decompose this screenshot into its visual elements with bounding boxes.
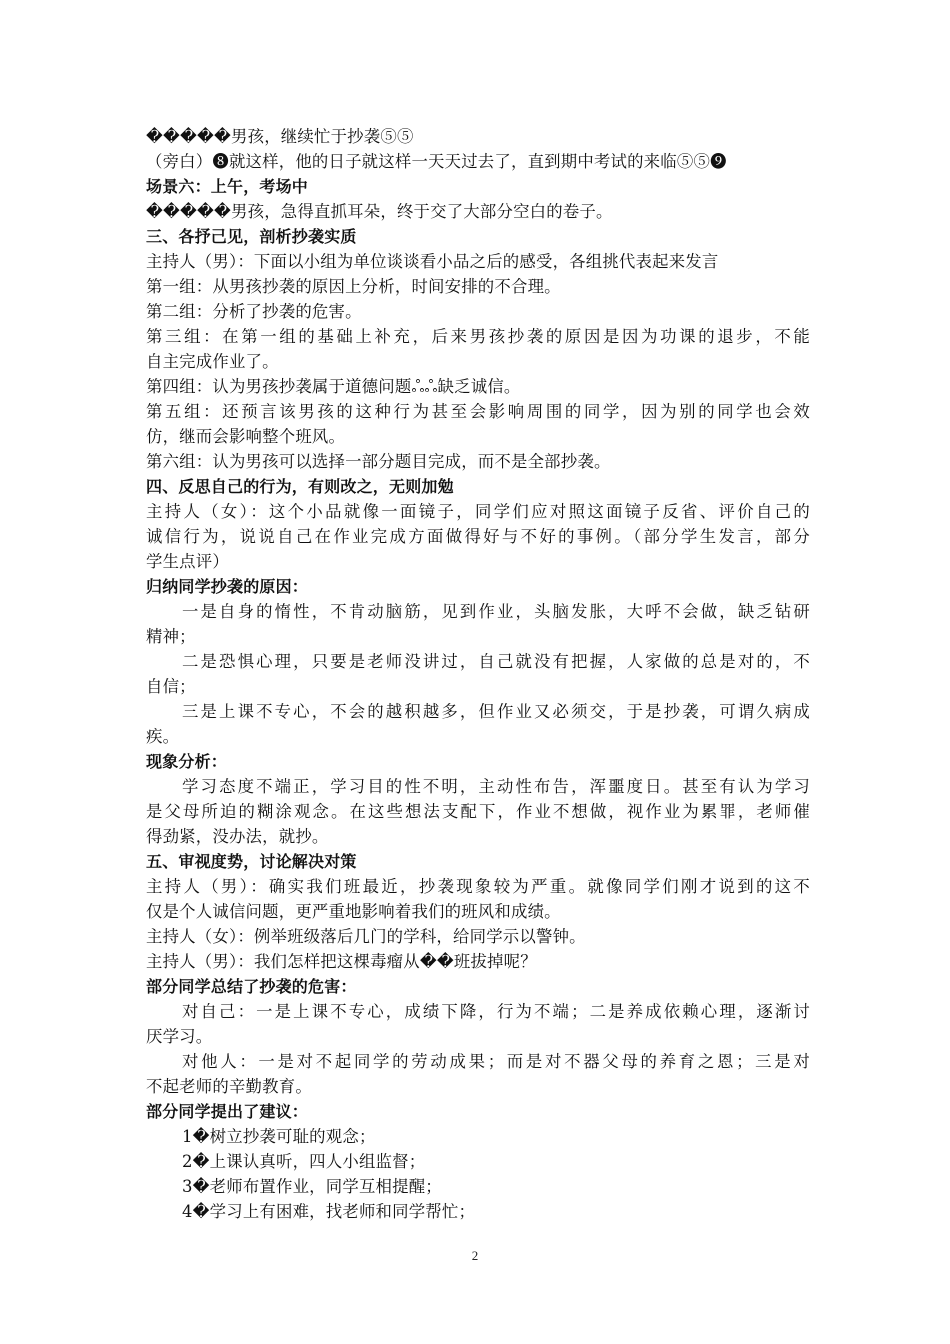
text-line: 主持人（男）：下面以小组为单位谈谈看小品之后的感受，各组挑代表起来发言 — [146, 252, 719, 271]
text-line: 仿，继而会影响整个班风。 — [146, 427, 346, 446]
section-heading: 部分同学提出了建议： — [146, 1102, 309, 1121]
text-line: 自主完成作业了。 — [146, 352, 279, 371]
text-line: 主持人（女）：例举班级落后几门的学科，给同学示以警钟。 — [146, 927, 586, 946]
section-heading: 部分同学总结了抄袭的危害： — [146, 977, 357, 996]
text-line: �����男孩，急得直抓耳朵，终于交了大部分空白的卷子。 — [146, 202, 613, 221]
text-line: 仅是个人诚信问题，更严重地影响着我们的班风和成绩。 — [146, 902, 561, 921]
section-heading: 归纳同学抄袭的原因： — [146, 577, 309, 596]
text-line: （旁白）❽就这样，他的日子就这样一天天过去了，直到期中考试的来临⑤⑤❾ — [146, 152, 727, 171]
text-line: 自信； — [146, 677, 196, 696]
text-line: 2�上课认真听，四人小组监督； — [182, 1152, 426, 1171]
text-line: 3�老师布置作业，同学互相提醒； — [182, 1177, 442, 1196]
text-line: �����男孩，继续忙于抄袭⑤⑤ — [146, 127, 414, 146]
text-line: 三是上课不专心，不会的越积越多，但作业又必须交，于是抄袭，可谓久病成 — [182, 702, 810, 721]
text-line: 厌学习。 — [146, 1027, 213, 1046]
text-line: 第三组：在第一组的基础上补充，后来男孩抄袭的原因是因为功课的退步，不能 — [146, 327, 810, 346]
text-line: 精神； — [146, 627, 196, 646]
text-line: 主持人（男）：确实我们班最近，抄袭现象较为严重。就像同学们刚才说到的这不 — [146, 877, 810, 896]
text-line: 1�树立抄袭可耻的观念； — [182, 1127, 376, 1146]
text-line: 对他人：一是对不起同学的劳动成果；而是对不器父母的养育之恩；三是对 — [182, 1052, 810, 1071]
text-line: 学习态度不端正，学习目的性不明，主动性布告，浑噩度日。甚至有认为学习 — [182, 777, 810, 796]
text-line: 主持人（女）：这个小品就像一面镜子，同学们应对照这面镜子反省、评价自己的 — [146, 502, 810, 521]
text-line: 4�学习上有困难，找老师和同学帮忙； — [182, 1202, 476, 1221]
text-line: 不起老师的辛勤教育。 — [146, 1077, 312, 1096]
text-line: 学生点评） — [146, 552, 229, 571]
text-line: 二是恐惧心理，只要是老师没讲过，自己就没有把握，人家做的总是对的，不 — [182, 652, 810, 671]
section-heading: 四、反思自己的行为，有则改之，无则加勉 — [146, 477, 454, 496]
text-line: 对自己：一是上课不专心，成绩下降，行为不端；二是养成依赖心理，逐渐讨 — [182, 1002, 810, 1021]
section-heading: 现象分析： — [146, 752, 228, 771]
text-line: 是父母所迫的糊涂观念。在这些想法支配下，作业不想做，视作业为累罪，老师催 — [146, 802, 810, 821]
text-line: 诚信行为，说说自己在作业完成方面做得好与不好的事例。（部分学生发言，部分 — [146, 527, 810, 546]
section-heading: 五、审视度势，讨论解决对策 — [146, 852, 357, 871]
text-line: 主持人（男）：我们怎样把这棵毒瘤从��班拔掉呢？ — [146, 952, 537, 971]
page-number: 2 — [471, 1248, 479, 1263]
text-line: 第六组：认为男孩可以选择一部分题目完成，而不是全部抄袭。 — [146, 452, 611, 471]
text-line: 疾。 — [146, 727, 180, 746]
text-line: 得劲紧，没办法，就抄。 — [146, 827, 329, 846]
section-heading: 场景六：上午，考场中 — [146, 177, 309, 196]
section-heading: 三、各抒己见，剖析抄袭实质 — [146, 227, 357, 246]
text-line: 第一组：从男孩抄袭的原因上分析，时间安排的不合理。 — [146, 277, 561, 296]
text-line: 第四组：认为男孩抄袭属于道德问题ஃஃ缺乏诚信。 — [146, 377, 521, 396]
text-line: 一是自身的惰性，不肯动脑筋，见到作业，头脑发胀，大呼不会做，缺乏钻研 — [182, 602, 810, 621]
text-line: 第二组：分析了抄袭的危害。 — [146, 302, 362, 321]
document-body — [146, 124, 810, 1224]
text-line: 第五组：还预言该男孩的这种行为甚至会影响周围的同学，因为别的同学也会效 — [146, 402, 810, 421]
